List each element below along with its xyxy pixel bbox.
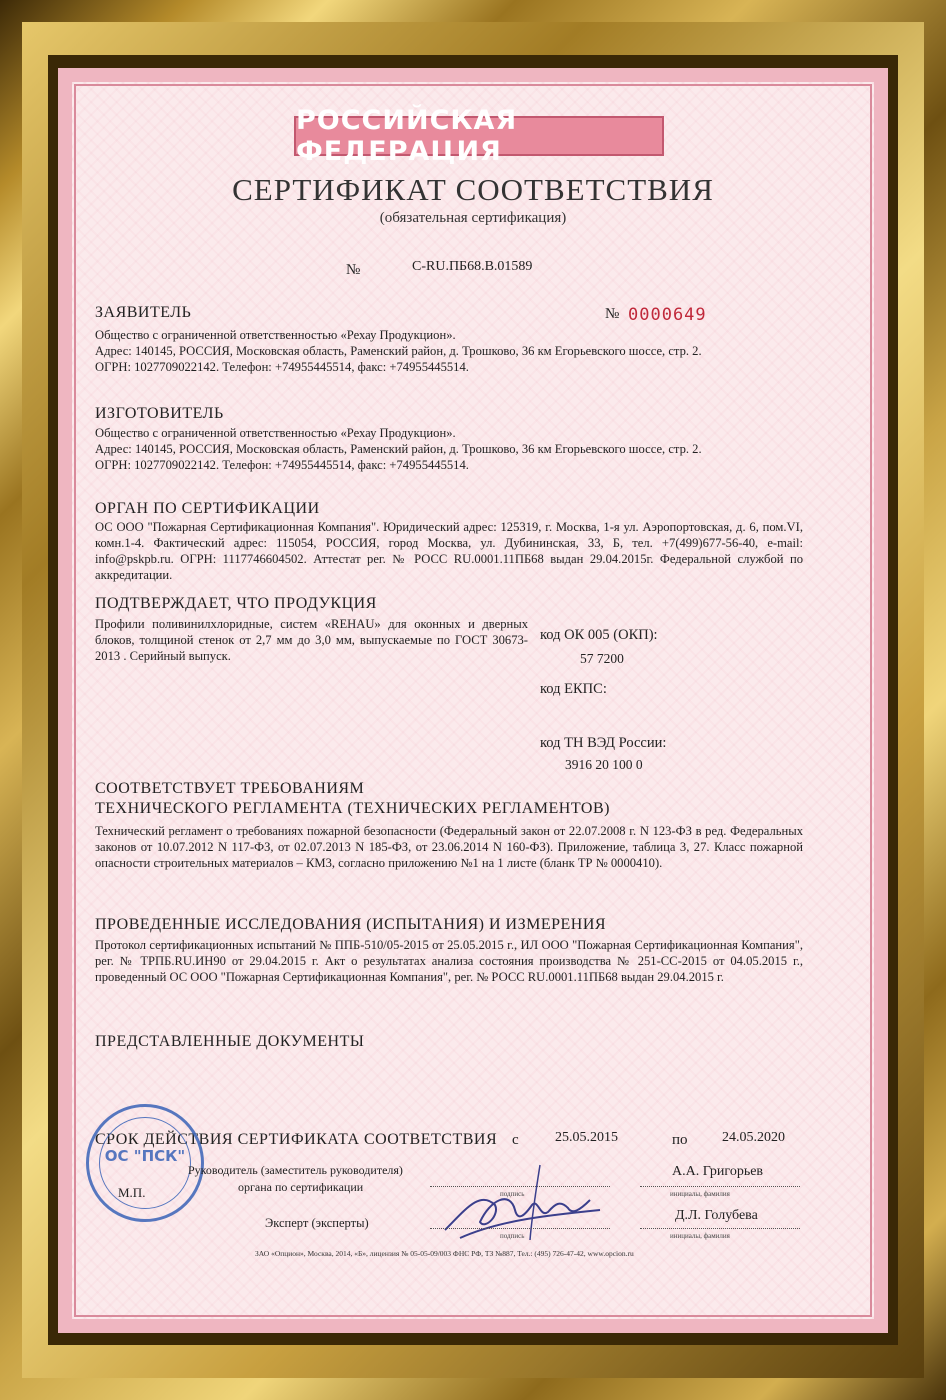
- manufacturer-details: [95, 425, 855, 473]
- certificate-number-label: №: [346, 262, 361, 278]
- certification-seal: [86, 1104, 204, 1222]
- applicant-contacts: ОГРН: 1027709022142. Телефон: +74955445514, факс: +74955445514.: [95, 360, 469, 374]
- tnved-code-label: код ТН ВЭД России:: [540, 735, 667, 751]
- manufacturer-name: Общество с ограниченной ответственностью «Рехау Продукцион».: [95, 426, 456, 440]
- applicant-details: [95, 327, 855, 375]
- country-banner: [294, 105, 664, 167]
- tests-heading: ПРОВЕДЕННЫЕ ИССЛЕДОВАНИЯ (ИСПЫТАНИЯ) И ИЗМЕРЕНИЯ: [95, 916, 607, 933]
- head-signatory-label-2: органа по сертификации: [238, 1180, 364, 1194]
- certification-body-heading: ОРГАН ПО СЕРТИФИКАЦИИ: [95, 500, 320, 517]
- validity-from-date: 25.05.2015: [555, 1130, 618, 1145]
- okp-code-value: 57 7200: [580, 651, 624, 666]
- certificate-subtitle: (обязательная сертификация): [379, 210, 567, 226]
- validity-heading: СРОК ДЕЙСТВИЯ СЕРТИФИКАТА СООТВЕТСТВИЯ: [95, 1131, 498, 1148]
- expert-signature-line: [430, 1228, 610, 1229]
- head-name-line: [640, 1186, 800, 1187]
- validity-to-label: по: [672, 1132, 688, 1148]
- requirements-heading: СООТВЕТСТВУЕТ ТРЕБОВАНИЯМ: [95, 780, 365, 797]
- head-name-caption: инициалы, фамилия: [670, 1190, 730, 1198]
- head-signatory-label: Руководитель (заместитель руководителя): [188, 1163, 403, 1177]
- applicant-name: Общество с ограниченной ответственностью «Рехау Продукцион».: [95, 328, 456, 342]
- certificate-title: СЕРТИФИКАТ СООТВЕТСТВИЯ: [232, 172, 714, 207]
- tnved-code-value: 3916 20 100 0: [565, 757, 643, 772]
- applicant-heading: ЗАЯВИТЕЛЬ: [95, 304, 192, 321]
- expert-name-line: [640, 1228, 800, 1229]
- manufacturer-heading: ИЗГОТОВИТЕЛЬ: [95, 405, 224, 422]
- applicant-address: Адрес: 140145, РОССИЯ, Московская область, Раменский район, д. Трошково, 36 км Егорьевского шоссе, стр. 2.: [95, 344, 702, 358]
- expert-name-caption: инициалы, фамилия: [670, 1232, 730, 1240]
- documents-heading: ПРЕДСТАВЛЕННЫЕ ДОКУМЕНТЫ: [95, 1033, 365, 1050]
- requirements-text: Технический регламент о требованиях пожарной безопасности (Федеральный закон от 22.07.2008 г. N 123-ФЗ в ред. Федеральных законов от 10.07.2012 N 117-ФЗ, от 02.07.2013 N 185-ФЗ, от 23.06.2014 N 160-ФЗ). Приложение, таблица 3, 27. Класс пожарной опасности строительных материалов – КМ3, согласно приложению №1 на 1 листе (бланк ТР № 0000410).: [95, 824, 803, 870]
- handwritten-signature: [440, 1160, 610, 1250]
- stamp-place-label: М.П.: [118, 1185, 146, 1200]
- expert-signature-caption: подпись: [500, 1232, 525, 1240]
- regulation-heading: ТЕХНИЧЕСКОГО РЕГЛАМЕНТА (ТЕХНИЧЕСКИХ РЕГЛАМЕНТОВ): [95, 800, 610, 817]
- expert-name: Д.Л. Голубева: [675, 1208, 758, 1223]
- head-signature-caption: подпись: [500, 1190, 525, 1198]
- serial-number: 0000649: [628, 305, 707, 325]
- certificate-number: C-RU.ПБ68.В.01589: [412, 259, 533, 274]
- certification-body-text: ОС ООО "Пожарная Сертификационная Компания". Юридический адрес: 125319, г. Москва, 1-я ул. Аэропортовская, д. 6, пом.VI, комн.1-4. Фактический адрес: 115054, РОССИЯ, город Москва, ул. Дубининская, 33, Б, тел. +7(499)677-56-40, e-mail: info@pskpb.ru. ОГРН: 1117746604502. Аттестат рег. № РОСС RU.0001.11ПБ68 выдан 29.04.2015г. Федеральной службой по аккредитации.: [95, 520, 803, 582]
- manufacturer-contacts: ОГРН: 1027709022142. Телефон: +74955445514, факс: +74955445514.: [95, 458, 469, 472]
- seal-text: ОС "ПСК": [104, 1147, 186, 1165]
- validity-to-date: 24.05.2020: [722, 1130, 785, 1145]
- ekps-code-label: код ЕКПС:: [540, 681, 607, 697]
- product-description: Профили поливинилхлоридные, систем «REHAU» для оконных и дверных блоков, толщиной стенок от 2,7 мм до 3,0 мм, выпускаемые по ГОСТ 30673-2013 . Серийный выпуск.: [95, 617, 528, 663]
- printer-footer: ЗАО «Опцион», Москва, 2014, «Б», лицензия № 05-05-09/003 ФНС РФ, ТЗ №887, Тел.: (495) 726-47-42, www.opcion.ru: [255, 1249, 634, 1258]
- validity-from-label: с: [512, 1132, 519, 1148]
- expert-label: Эксперт (эксперты): [265, 1216, 369, 1230]
- head-signatory-name: А.А. Григорьев: [672, 1164, 764, 1179]
- country-banner-text: РОССИЙСКАЯ ФЕДЕРАЦИЯ: [296, 105, 518, 167]
- product-heading: ПОДТВЕРЖДАЕТ, ЧТО ПРОДУКЦИЯ: [95, 595, 377, 612]
- tests-text: Протокол сертификационных испытаний № ППБ-510/05-2015 от 25.05.2015 г., ИЛ ООО "Пожарная Сертификационная Компания", рег. № ТРПБ.RU.ИН90 от 29.04.2015 г. Акт о результатах анализа состояния производства № 251-СС-2015 от 04.05.2015 г., проведенный ОС ООО "Пожарная Сертификационная Компания", рег. № РОСС RU.0001.11ПБ68 выдан 29.04.2015 г.: [95, 938, 803, 984]
- okp-code-label: код ОК 005 (ОКП):: [540, 627, 658, 643]
- manufacturer-address: Адрес: 140145, РОССИЯ, Московская область, Раменский район, д. Трошково, 36 км Егорьевского шоссе, стр. 2.: [95, 442, 702, 456]
- serial-number-label: №: [605, 306, 620, 322]
